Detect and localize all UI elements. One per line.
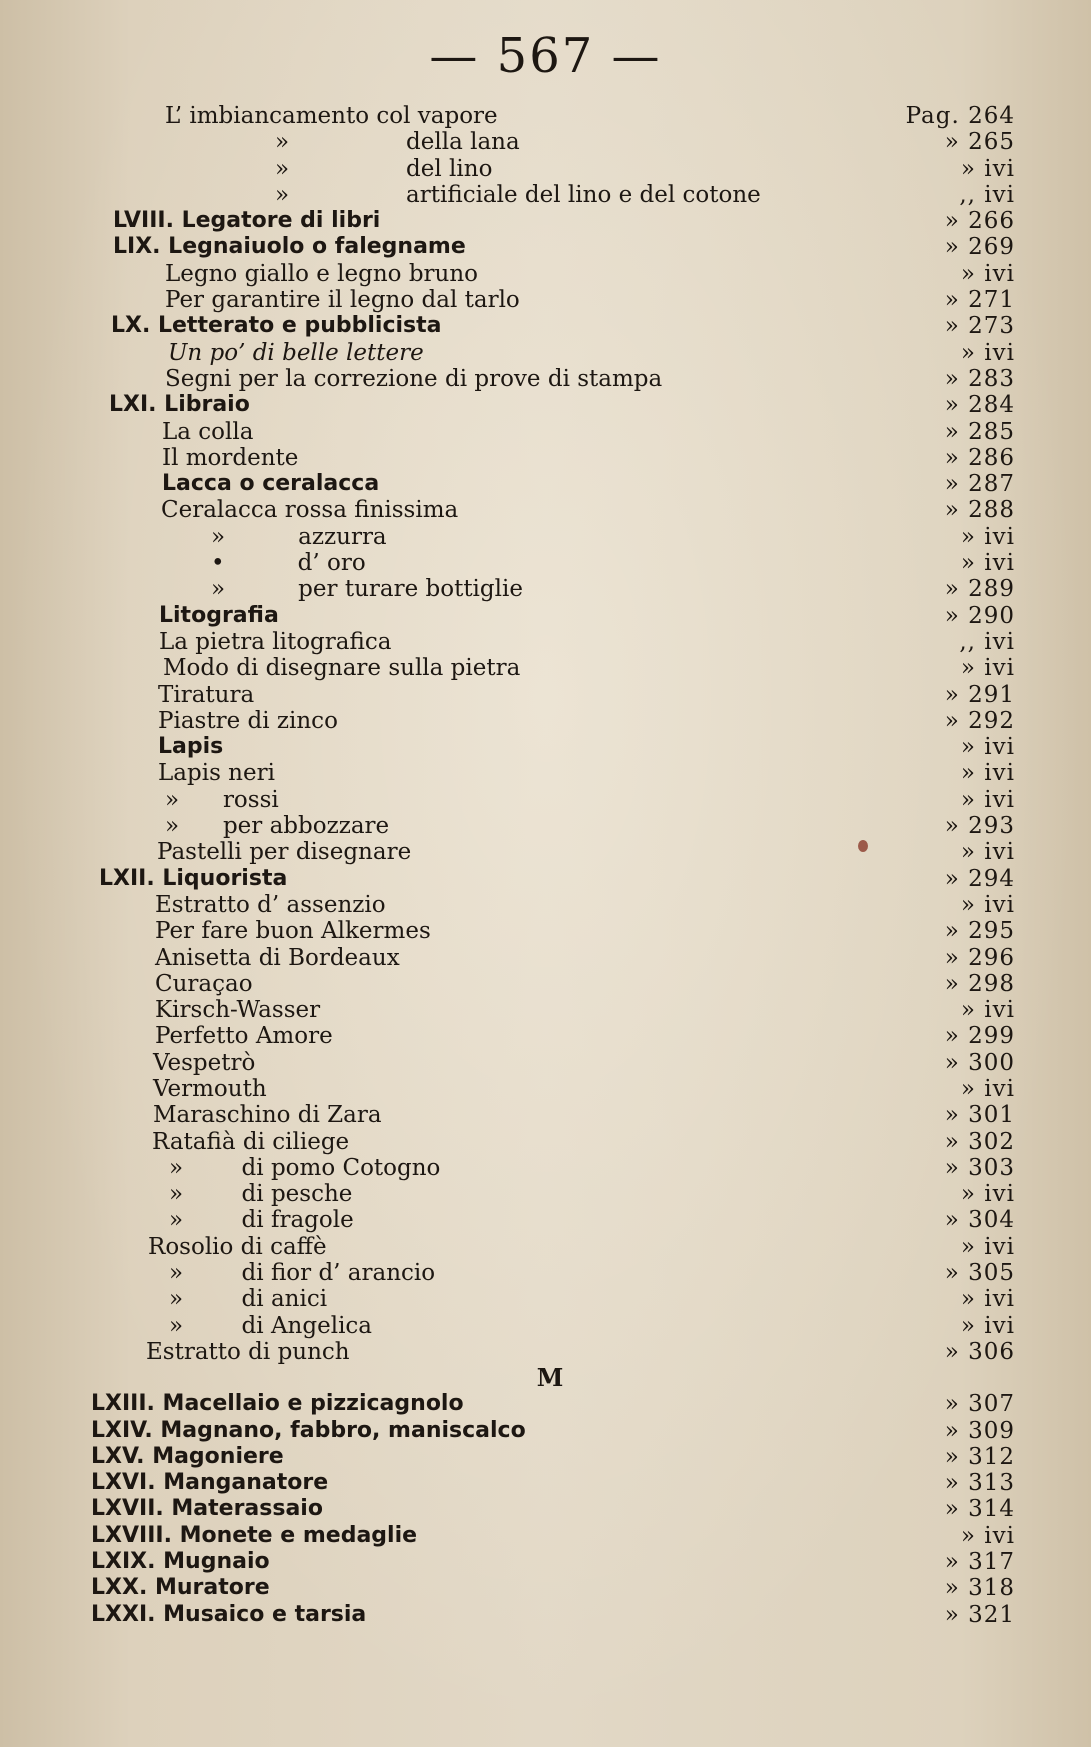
entry-title: » di Angelica	[169, 1312, 373, 1339]
entry-page: » 313	[944, 1470, 1015, 1497]
entry-title: Kirsch-Wasser	[155, 997, 321, 1024]
toc-entry	[85, 1575, 1015, 1601]
entry-page: » 265	[944, 129, 1015, 156]
toc-entry	[85, 813, 1015, 839]
entry-page: » ivi	[960, 1312, 1015, 1339]
entry-title: Vespetrò	[153, 1049, 256, 1076]
toc-entry	[85, 497, 1015, 523]
entry-page: » 273	[944, 313, 1015, 340]
entry-page: » 302	[944, 1128, 1015, 1155]
entry-page: » 301	[944, 1102, 1015, 1129]
page-number: — 567 —	[429, 28, 662, 84]
entry-title: Legno giallo e legno bruno	[165, 260, 479, 287]
entry-page: ,, ivi	[959, 628, 1015, 655]
toc-entry	[85, 208, 1015, 234]
toc-entry	[85, 419, 1015, 445]
toc-entry	[85, 1549, 1015, 1575]
toc-entry	[85, 1391, 1015, 1417]
entry-title: Anisetta di Bordeaux	[155, 944, 400, 971]
toc-entry	[85, 1523, 1015, 1549]
entry-title: » per abbozzare	[165, 813, 390, 840]
toc-entry	[85, 1076, 1015, 1102]
entry-page: » 307	[944, 1391, 1015, 1418]
entry-title: LXI. Libraio	[109, 392, 250, 418]
toc-entry	[85, 1234, 1015, 1260]
toc-entry	[85, 1155, 1015, 1181]
entry-title: Ratafià di ciliege	[152, 1128, 350, 1155]
entry-title: Segni per la correzione di prove di stampa	[165, 365, 663, 392]
entry-title: Maraschino di Zara	[153, 1102, 382, 1129]
entry-title: Lapis neri	[158, 760, 275, 787]
toc-entry	[85, 576, 1015, 602]
entry-page: » 288	[944, 497, 1015, 524]
toc-entry	[85, 392, 1015, 418]
entry-title: » azzurra	[211, 523, 387, 550]
entry-title: » di pesche	[169, 1181, 353, 1208]
entry-title: » per turare bottiglie	[211, 576, 523, 603]
toc-entry	[85, 1102, 1015, 1128]
entry-title: » del lino	[275, 155, 493, 182]
entry-title: LXVIII. Monete e medaglie	[91, 1522, 418, 1548]
toc-entry	[85, 1470, 1015, 1496]
entry-page: » 271	[944, 287, 1015, 314]
entry-title: L’ imbiancamento col vapore	[165, 103, 498, 129]
entry-page: » ivi	[960, 1522, 1015, 1549]
entry-page: » 306	[944, 1338, 1015, 1365]
ink-stain	[858, 840, 868, 852]
toc-entry	[85, 1260, 1015, 1286]
toc-entry	[85, 839, 1015, 865]
entry-page: » ivi	[960, 655, 1015, 682]
entry-page: » ivi	[960, 760, 1015, 787]
toc-entry	[85, 182, 1015, 208]
entry-page: » ivi	[960, 786, 1015, 813]
toc-entry	[85, 1496, 1015, 1522]
entry-page: » 298	[944, 970, 1015, 997]
entry-title: LVIII. Legatore di libri	[113, 208, 381, 234]
entry-title: Piastre di zinco	[158, 707, 338, 734]
entry-title: La pietra litografica	[159, 628, 392, 655]
entry-title: LXVII. Materassaio	[91, 1496, 323, 1522]
entry-title: » di pomo Cotogno	[169, 1154, 441, 1181]
toc-entry	[85, 103, 1015, 129]
entry-page: » ivi	[960, 523, 1015, 550]
entry-page: » 290	[944, 602, 1015, 629]
entry-page: » ivi	[960, 997, 1015, 1024]
entry-title: LXX. Muratore	[91, 1575, 270, 1601]
entry-title: Estratto di punch	[146, 1338, 350, 1365]
toc-entry	[85, 1313, 1015, 1339]
entry-title: Per fare buon Alkermes	[155, 918, 431, 945]
toc-entry	[85, 866, 1015, 892]
toc-entry	[85, 340, 1015, 366]
entry-title: Vermouth	[153, 1075, 267, 1102]
entry-page: » 289	[944, 576, 1015, 603]
entry-page: » 292	[944, 707, 1015, 734]
entry-title: » di fior d’ arancio	[169, 1260, 436, 1287]
toc-entry	[85, 682, 1015, 708]
toc-entry	[85, 445, 1015, 471]
toc-entry	[85, 550, 1015, 576]
entry-page: » 303	[944, 1154, 1015, 1181]
entry-page: » ivi	[960, 260, 1015, 287]
entry-title: LXIX. Mugnaio	[91, 1549, 270, 1575]
entry-page: » ivi	[960, 1286, 1015, 1313]
toc-entry	[85, 366, 1015, 392]
entry-page: » 286	[944, 444, 1015, 471]
toc-entry	[85, 1050, 1015, 1076]
entry-page: » ivi	[960, 1075, 1015, 1102]
entry-title: » di anici	[169, 1286, 328, 1313]
toc-entry	[85, 1023, 1015, 1049]
entry-title: • d’ oro	[211, 550, 366, 577]
entry-title: Rosolio di caffè	[148, 1233, 327, 1260]
entry-title: LXVI. Manganatore	[91, 1470, 329, 1496]
toc-entry	[85, 971, 1015, 997]
entry-page: » 266	[944, 208, 1015, 235]
toc-entry	[85, 313, 1015, 339]
section-letter: M	[536, 1363, 564, 1393]
toc-entry	[85, 234, 1015, 260]
entry-title: Tiratura	[158, 681, 255, 708]
entry-title: Modo di disegnare sulla pietra	[163, 655, 521, 682]
toc-entry	[85, 629, 1015, 655]
entry-title: » della lana	[275, 129, 520, 156]
toc-entry	[85, 708, 1015, 734]
entry-page: » 285	[944, 418, 1015, 445]
toc-entry	[85, 524, 1015, 550]
entry-title: » artificiale del lino e del cotone	[275, 181, 761, 208]
entry-page: » 300	[944, 1049, 1015, 1076]
entry-page: » 295	[944, 918, 1015, 945]
entry-title: Ceralacca rossa finissima	[161, 497, 459, 524]
toc-entry	[85, 471, 1015, 497]
toc-entry	[85, 760, 1015, 786]
entry-page: » ivi	[960, 339, 1015, 366]
entry-page: Pag. 264	[905, 103, 1015, 129]
toc-entry	[85, 655, 1015, 681]
entry-page: » 287	[944, 471, 1015, 498]
entry-title: Perfetto Amore	[155, 1023, 333, 1050]
toc-entry	[85, 261, 1015, 287]
entry-page: » 299	[944, 1023, 1015, 1050]
toc-entry	[85, 1129, 1015, 1155]
entry-title: LXII. Liquorista	[99, 865, 288, 891]
toc-entry	[85, 1181, 1015, 1207]
table-of-contents	[85, 103, 1015, 1628]
entry-title: Per garantire il legno dal tarlo	[165, 287, 520, 314]
entry-title: Estratto d’ assenzio	[155, 891, 386, 918]
entry-page: » 314	[944, 1496, 1015, 1523]
entry-page: » 312	[944, 1443, 1015, 1470]
entry-page: » 294	[944, 865, 1015, 892]
toc-entry	[85, 603, 1015, 629]
entry-page: » 318	[944, 1575, 1015, 1602]
entry-title: Un po’ di belle lettere	[168, 339, 424, 366]
entry-page: » ivi	[960, 891, 1015, 918]
toc-entry	[85, 734, 1015, 760]
entry-title: LX. Letterato e pubblicista	[111, 313, 442, 339]
entry-title: Lacca o ceralacca	[162, 471, 380, 497]
toc-entry	[85, 1602, 1015, 1628]
entry-page: » 305	[944, 1260, 1015, 1287]
entry-page: » 291	[944, 681, 1015, 708]
entry-page: » 284	[944, 392, 1015, 419]
entry-title: LXXI. Musaico e tarsia	[91, 1601, 367, 1627]
toc-entry	[85, 156, 1015, 182]
entry-page: ,, ivi	[959, 181, 1015, 208]
entry-title: Lapis	[158, 734, 224, 760]
toc-entry	[85, 1418, 1015, 1444]
entry-page: » 304	[944, 1207, 1015, 1234]
entry-page: » ivi	[960, 839, 1015, 866]
toc-entry	[85, 1286, 1015, 1312]
entry-title: LXIV. Magnano, fabbro, maniscalco	[91, 1417, 526, 1443]
entry-page: » 309	[944, 1417, 1015, 1444]
entry-page: » ivi	[960, 1181, 1015, 1208]
entry-title: LIX. Legnaiuolo o falegname	[113, 234, 466, 260]
entry-page: » 283	[944, 365, 1015, 392]
entry-title: La colla	[162, 418, 254, 445]
entry-page: » 269	[944, 234, 1015, 261]
toc-entry	[85, 787, 1015, 813]
entry-title: Il mordente	[162, 444, 299, 471]
toc-entry	[85, 1339, 1015, 1365]
entry-page: » ivi	[960, 155, 1015, 182]
toc-entry	[85, 918, 1015, 944]
entry-page: » ivi	[960, 550, 1015, 577]
entry-title: Litografia	[159, 602, 279, 628]
entry-title: » rossi	[165, 786, 279, 813]
toc-entry	[85, 892, 1015, 918]
entry-page: » 317	[944, 1549, 1015, 1576]
toc-entry	[85, 945, 1015, 971]
entry-title: » di fragole	[169, 1207, 354, 1234]
entry-title: LXV. Magoniere	[91, 1443, 284, 1469]
toc-entry	[85, 287, 1015, 313]
entry-title: Curaçao	[155, 970, 253, 997]
toc-entry	[85, 1207, 1015, 1233]
entry-page: » ivi	[960, 1233, 1015, 1260]
entry-page: » 293	[944, 813, 1015, 840]
entry-page: » 321	[944, 1601, 1015, 1628]
toc-entry	[85, 1444, 1015, 1470]
entry-title: Pastelli per disegnare	[157, 839, 412, 866]
toc-entry	[85, 129, 1015, 155]
entry-page: » 296	[944, 944, 1015, 971]
entry-page: » ivi	[960, 734, 1015, 761]
entry-title: LXIII. Macellaio e pizzicagnolo	[91, 1391, 464, 1417]
toc-entry	[85, 997, 1015, 1023]
